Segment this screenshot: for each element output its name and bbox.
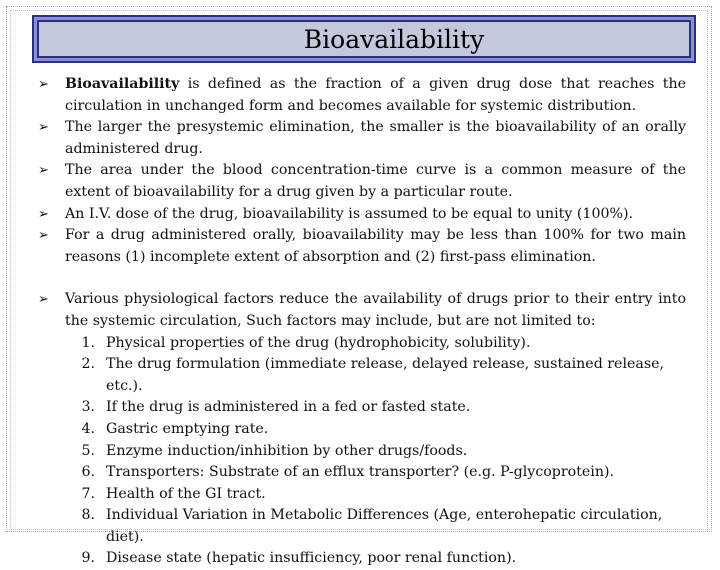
list-text: If the drug is administered in a fed or fasted state. [106,399,471,416]
bullet-item [38,117,686,160]
arrow-bullet-icon: ➢ [38,292,49,308]
list-item [38,419,686,441]
bullet-text: For a drug administered orally, bioavailability may be less than 100% for two main reasons (1) incomplete extent of absorption and (2) first-pass elimination. [65,227,686,265]
arrow-bullet-icon: ➢ [38,206,49,222]
factors-list [38,333,686,570]
arrow-bullet-icon: ➢ [38,120,49,136]
list-text: Individual Variation in Metabolic Differences (Age, enterohepatic circulation, diet). [106,507,663,545]
list-number: 4. [81,420,95,437]
list-text: Health of the GI tract. [106,485,266,502]
list-text: Transporters: Substrate of an efflux transporter? (e.g. P-glycoprotein). [106,464,615,481]
bullet-item [38,160,686,203]
list-item [38,505,686,548]
factors-intro-text: Various physiological factors reduce the availability of drugs prior to their entry into the systemic circulation, Such factors may include, but are not limited to: [65,291,686,329]
slide-title: Bioavailability [303,24,485,54]
list-text: Disease state (hepatic insufficiency, poor renal function). [106,550,517,567]
list-number: 5. [81,442,95,459]
bullet-item-factors [38,289,686,332]
arrow-bullet-icon: ➢ [38,228,49,244]
title-banner [32,15,696,63]
list-item [38,354,686,397]
spacer [38,268,686,289]
list-item [38,441,686,463]
list-number: 6. [81,464,95,481]
list-number: 7. [81,485,95,502]
list-text: The drug formulation (immediate release, delayed release, sustained release, etc.). [106,356,665,394]
list-item [38,548,686,570]
list-item [38,333,686,355]
bullet-text: is defined as the fraction of a given drug dose that reaches the circulation in unchanged form and becomes available for systemic distribution. [65,76,686,114]
list-item [38,484,686,506]
bullet-text: The area under the blood concentration-time curve is a common measure of the extent of bioavailability for a drug given by a particular route. [65,162,686,200]
bullet-item [38,74,686,117]
slide-content [38,74,686,570]
list-item [38,397,686,419]
list-item [38,462,686,484]
bullet-text: The larger the presystemic elimination, the smaller is the bioavailability of an orally administered drug. [65,119,686,157]
bullet-text: An I.V. dose of the drug, bioavailability is assumed to be equal to unity (100%). [65,205,634,222]
list-number: 8. [81,507,95,524]
list-number: 1. [81,334,95,351]
bullet-bold-term: Bioavailability [65,76,180,92]
bullet-item [38,225,686,268]
arrow-bullet-icon: ➢ [38,77,49,92]
list-number: 3. [81,399,95,416]
arrow-bullet-icon: ➢ [38,163,49,179]
list-text: Enzyme induction/inhibition by other drugs/foods. [106,442,468,459]
bullet-item [38,204,686,226]
list-text: Physical properties of the drug (hydrophobicity, solubility). [106,334,531,351]
list-number: 9. [81,550,95,567]
list-number: 2. [81,356,95,373]
list-text: Gastric emptying rate. [106,420,269,437]
